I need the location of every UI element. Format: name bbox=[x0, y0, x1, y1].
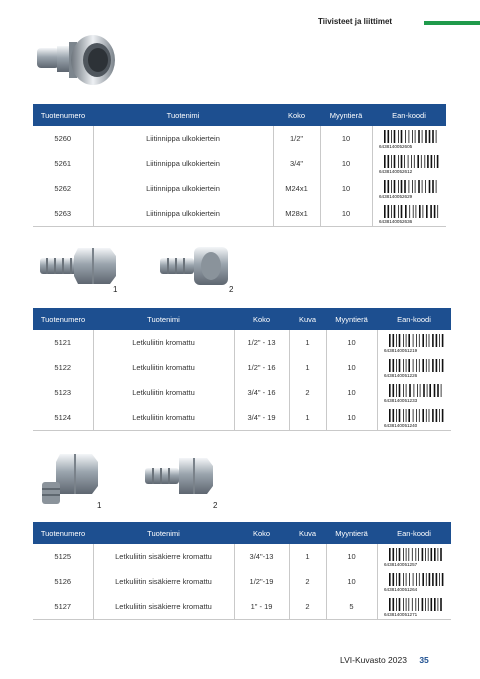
ean-code-text: 6438140051226 bbox=[384, 372, 418, 378]
ean-barcode bbox=[383, 597, 445, 617]
table-row bbox=[33, 201, 446, 227]
ean-code-text: 6438140052636 bbox=[379, 218, 413, 224]
product-name: Liitinnippa ulkokiertein bbox=[93, 201, 273, 227]
product-table-female-hose-connectors bbox=[33, 522, 451, 620]
ean-code-text: 6438140051257 bbox=[384, 561, 418, 567]
figure-ref: 2 bbox=[289, 380, 326, 405]
col-header-product-number: Tuotenumero bbox=[33, 104, 93, 126]
ean-code-text: 6438140051264 bbox=[384, 586, 418, 592]
product-size: 1/2" bbox=[273, 126, 320, 151]
product-size: 1/2"-19 bbox=[234, 569, 289, 594]
figure-number: 1 bbox=[113, 285, 118, 294]
product-number: 5124 bbox=[33, 405, 93, 431]
table-row bbox=[33, 126, 446, 151]
ean-barcode bbox=[383, 572, 445, 592]
product-number: 5121 bbox=[33, 330, 93, 355]
figure-ref: 2 bbox=[289, 569, 326, 594]
sales-unit: 10 bbox=[326, 569, 377, 594]
product-number: 5261 bbox=[33, 151, 93, 176]
table-row bbox=[33, 405, 451, 431]
col-header-size: Koko bbox=[273, 104, 320, 126]
ean-barcode bbox=[383, 547, 445, 567]
ean-barcode bbox=[383, 358, 445, 378]
col-header-ean: Ean-koodi bbox=[372, 104, 446, 126]
section-title: Tiivisteet ja liittimet bbox=[318, 17, 393, 26]
ean-code-text: 6438140051240 bbox=[384, 422, 418, 428]
col-header-ean: Ean-koodi bbox=[377, 522, 451, 544]
ean-barcode bbox=[383, 333, 445, 353]
ean-barcode bbox=[378, 204, 440, 224]
figure-ref: 2 bbox=[289, 594, 326, 620]
ean-barcode bbox=[383, 383, 445, 403]
figure-number: 2 bbox=[229, 285, 234, 294]
product-number: 5262 bbox=[33, 176, 93, 201]
ean-barcode bbox=[378, 154, 440, 174]
product-name: Letkuliitin sisäkierre kromattu bbox=[93, 594, 234, 620]
table-row bbox=[33, 544, 451, 569]
figure-ref: 1 bbox=[289, 330, 326, 355]
page-footer bbox=[340, 655, 429, 665]
product-size: 3/4" - 19 bbox=[234, 405, 289, 431]
figure-number: 1 bbox=[97, 501, 102, 510]
product-size: M28x1 bbox=[273, 201, 320, 227]
col-header-product-name: Tuotenimi bbox=[93, 104, 273, 126]
sales-unit: 10 bbox=[326, 405, 377, 431]
ean-barcode bbox=[378, 179, 440, 199]
product-number: 5263 bbox=[33, 201, 93, 227]
col-header-ean: Ean-koodi bbox=[377, 308, 451, 330]
accent-bar bbox=[424, 21, 480, 25]
product-number: 5260 bbox=[33, 126, 93, 151]
ean-barcode bbox=[383, 408, 445, 428]
col-header-size: Koko bbox=[234, 308, 289, 330]
sales-unit: 10 bbox=[320, 126, 372, 151]
product-name: Liitinnippa ulkokiertein bbox=[93, 126, 273, 151]
table-row bbox=[33, 151, 446, 176]
ean-code-text: 6438140052612 bbox=[379, 168, 413, 174]
ean-code-text: 6438140051219 bbox=[384, 347, 418, 353]
product-name: Letkuliitin kromattu bbox=[93, 355, 234, 380]
ean-code-text: 6438140051271 bbox=[384, 611, 418, 617]
sales-unit: 10 bbox=[326, 355, 377, 380]
ean-code-text: 6438140052629 bbox=[379, 193, 413, 199]
col-header-product-number: Tuotenumero bbox=[33, 522, 93, 544]
col-header-sales-unit: Myyntierä bbox=[326, 522, 377, 544]
catalog-name: LVI-Kuvasto 2023 bbox=[340, 655, 407, 665]
product-size: 1" - 19 bbox=[234, 594, 289, 620]
product-photo-nipple bbox=[35, 32, 117, 94]
sales-unit: 10 bbox=[326, 544, 377, 569]
page-number: 35 bbox=[419, 655, 429, 665]
product-number: 5123 bbox=[33, 380, 93, 405]
product-name: Letkuliitin kromattu bbox=[93, 380, 234, 405]
product-name: Letkuliitin kromattu bbox=[93, 405, 234, 431]
product-photo-hose-connector-2 bbox=[158, 245, 232, 287]
table-row bbox=[33, 355, 451, 380]
col-header-size: Koko bbox=[234, 522, 289, 544]
product-name: Letkuliitin sisäkierre kromattu bbox=[93, 569, 234, 594]
sales-unit: 10 bbox=[326, 380, 377, 405]
product-name: Letkuliitin sisäkierre kromattu bbox=[93, 544, 234, 569]
ean-code-text: 6438140052605 bbox=[379, 143, 413, 149]
table-row bbox=[33, 594, 451, 620]
product-size: 3/4" bbox=[273, 151, 320, 176]
sales-unit: 10 bbox=[320, 176, 372, 201]
product-name: Liitinnippa ulkokiertein bbox=[93, 176, 273, 201]
ean-barcode bbox=[378, 129, 440, 149]
col-header-figure: Kuva bbox=[289, 522, 326, 544]
product-photo-hose-connector-1 bbox=[38, 244, 118, 288]
table-row bbox=[33, 176, 446, 201]
figure-ref: 1 bbox=[289, 405, 326, 431]
product-number: 5122 bbox=[33, 355, 93, 380]
product-name: Letkuliitin kromattu bbox=[93, 330, 234, 355]
figure-ref: 1 bbox=[289, 355, 326, 380]
product-table-nipples bbox=[33, 104, 446, 227]
product-size: 1/2" - 16 bbox=[234, 355, 289, 380]
col-header-sales-unit: Myyntierä bbox=[320, 104, 372, 126]
product-size: M24x1 bbox=[273, 176, 320, 201]
col-header-figure: Kuva bbox=[289, 308, 326, 330]
product-table-hose-connectors bbox=[33, 308, 451, 431]
table-row bbox=[33, 569, 451, 594]
product-name: Liitinnippa ulkokiertein bbox=[93, 151, 273, 176]
sales-unit: 10 bbox=[320, 151, 372, 176]
col-header-product-number: Tuotenumero bbox=[33, 308, 93, 330]
product-number: 5127 bbox=[33, 594, 93, 620]
table-row bbox=[33, 330, 451, 355]
product-size: 3/4" - 16 bbox=[234, 380, 289, 405]
product-photo-female-hose-connector-2 bbox=[143, 456, 215, 496]
col-header-product-name: Tuotenimi bbox=[93, 522, 234, 544]
figure-ref: 1 bbox=[289, 544, 326, 569]
table-row bbox=[33, 380, 451, 405]
product-photo-female-hose-connector-1 bbox=[38, 452, 102, 508]
sales-unit: 10 bbox=[320, 201, 372, 227]
product-size: 1/2" - 13 bbox=[234, 330, 289, 355]
col-header-product-name: Tuotenimi bbox=[93, 308, 234, 330]
sales-unit: 5 bbox=[326, 594, 377, 620]
product-number: 5126 bbox=[33, 569, 93, 594]
ean-code-text: 6438140051233 bbox=[384, 397, 418, 403]
product-number: 5125 bbox=[33, 544, 93, 569]
figure-number: 2 bbox=[213, 501, 218, 510]
product-size: 3/4"-13 bbox=[234, 544, 289, 569]
col-header-sales-unit: Myyntierä bbox=[326, 308, 377, 330]
sales-unit: 10 bbox=[326, 330, 377, 355]
